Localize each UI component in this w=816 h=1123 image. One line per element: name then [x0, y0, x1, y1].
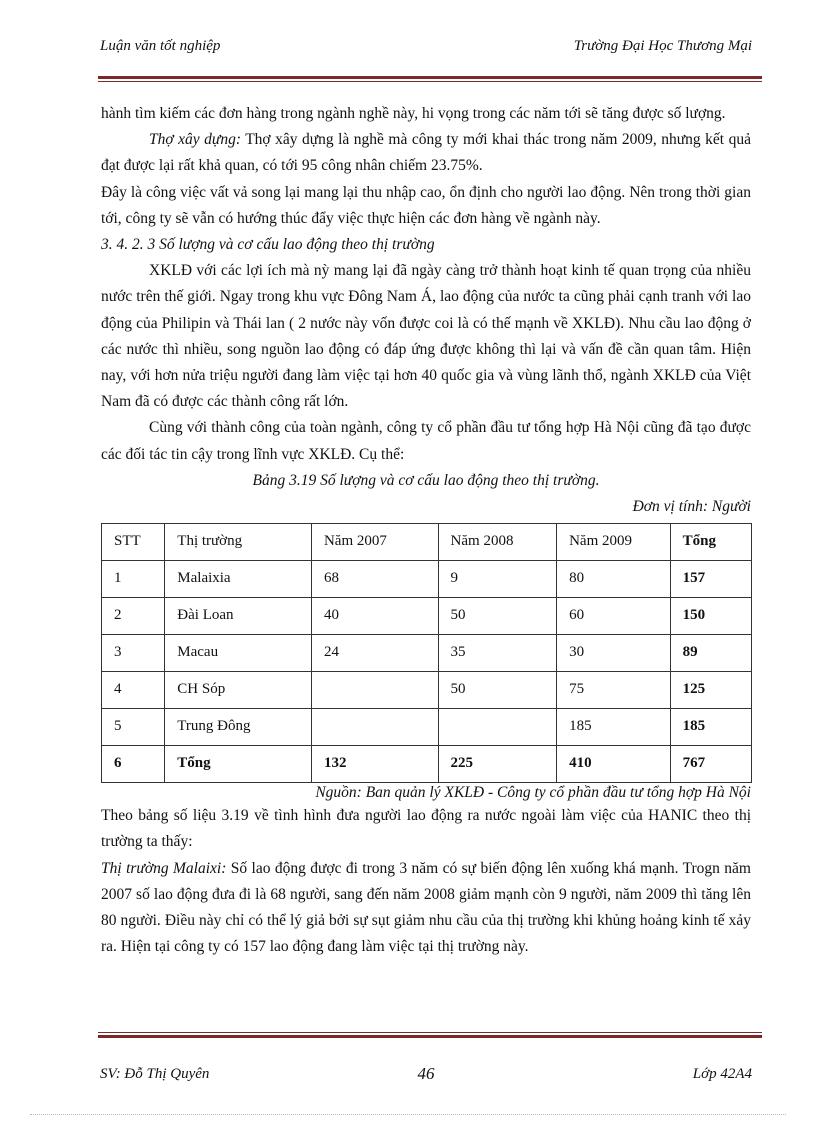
- paragraph-construction-text: Thợ xây dựng là nghề mà công ty mới khai thác trong năm 2009, nhưng kết quả đạt được lại rất khả quan, có tới 95 công nhân chiếm 23.75%.: [101, 131, 751, 175]
- section-heading: 3. 4. 2. 3 Số lượng và cơ cấu lao động theo thị trường: [101, 236, 435, 254]
- table-cell: 125: [670, 672, 751, 709]
- table-cell: 157: [670, 561, 751, 598]
- table-cell: CH Sóp: [165, 672, 312, 709]
- table-row: [102, 709, 752, 746]
- page-body: [101, 101, 751, 960]
- table-cell: 50: [438, 672, 557, 709]
- paragraph-malaysia-text: Số lao động được đi trong 3 năm có sự biến động lên xuống khá mạnh. Trogn năm 2007 số lao động đưa đi là 68 người, sang đến năm 2008 giảm mạnh còn 9 người, năm 2009 thì tăng lên 80 người. Điều này chỉ có thể lý giả bởi sự sụt giảm nhu cầu của thị trường khi khủng hoảng kinh tế xảy ra. Hiện tại công ty có 157 lao động đang làm việc tại thị trường này.: [101, 859, 751, 956]
- page-edge-divider: [30, 1114, 786, 1115]
- table-cell: Đài Loan: [165, 598, 312, 635]
- table-total-cell: 767: [670, 746, 751, 783]
- table-header-cell: STT: [102, 524, 165, 561]
- table-cell: 35: [438, 635, 557, 672]
- header-thesis-label: Luận văn tốt nghiệp: [100, 38, 221, 54]
- table-caption-text: Bảng 3.19 Số lượng và cơ cấu lao động theo thị trường.: [252, 471, 600, 489]
- table-cell: 1: [102, 561, 165, 598]
- table-cell: 150: [670, 598, 751, 635]
- footer-student: SV: Đỗ Thị Quyên: [100, 1066, 210, 1082]
- market-labor-table: [101, 523, 752, 783]
- table-cell: 4: [102, 672, 165, 709]
- paragraph-malaysia: [101, 856, 751, 961]
- footer-class: Lớp 42A4: [692, 1066, 752, 1082]
- header-divider: [98, 76, 762, 82]
- table-cell: 80: [557, 561, 671, 598]
- table-cell: 3: [102, 635, 165, 672]
- table-cell: 24: [311, 635, 438, 672]
- table-total-cell: 6: [102, 746, 165, 783]
- table-total-cell: 410: [557, 746, 671, 783]
- table-caption: [101, 468, 751, 494]
- table-cell: 40: [311, 598, 438, 635]
- table-total-cell: Tổng: [165, 746, 312, 783]
- page-footer: [100, 1066, 752, 1088]
- table-header-cell: Tổng: [670, 524, 751, 561]
- paragraph-malaysia-lead: Thị trường Malaixi:: [101, 859, 227, 877]
- table-row: [102, 598, 752, 635]
- table-source: Nguồn: Ban quản lý XKLĐ - Công ty cổ phần đầu tư tổng hợp Hà Nội: [315, 784, 751, 802]
- page-number: 46: [417, 1064, 435, 1083]
- table-row: [102, 672, 752, 709]
- table-row: [102, 635, 752, 672]
- footer-divider: [98, 1032, 762, 1038]
- table-header-row: [102, 524, 752, 561]
- table-total-cell: 132: [311, 746, 438, 783]
- paragraph-construction-lead: Thợ xây dựng:: [149, 131, 241, 149]
- paragraph-hard-work: Đây là công việc vất vả song lại mang lại thu nhập cao, ổn định cho người lao động. Nên trong thời gian tới, công ty sẽ vẫn có hướng thúc đẩy việc thực hiện các đơn hàng về ngành này.: [101, 183, 751, 227]
- page-header: [100, 38, 752, 60]
- table-cell: [438, 709, 557, 746]
- paragraph-continuation: hành tìm kiếm các đơn hàng trong ngành nghề này, hi vọng trong các năm tới sẽ tăng được số lượng.: [101, 105, 726, 122]
- table-cell: 75: [557, 672, 671, 709]
- table-cell: 9: [438, 561, 557, 598]
- table-cell: 89: [670, 635, 751, 672]
- table-cell: Trung Đông: [165, 709, 312, 746]
- paragraph-construction: [101, 127, 751, 179]
- table-cell: 2: [102, 598, 165, 635]
- table-total-row: [102, 746, 752, 783]
- table-cell: Macau: [165, 635, 312, 672]
- table-cell: 5: [102, 709, 165, 746]
- header-university: Trường Đại Học Thương Mại: [573, 38, 752, 54]
- paragraph-company: Cùng với thành công của toàn ngành, công ty cổ phần đầu tư tổng hợp Hà Nội cũng đã tạo được các đối tác tin cậy trong lĩnh vực XKLĐ. Cụ thể:: [101, 419, 751, 463]
- table-total-cell: 225: [438, 746, 557, 783]
- paragraph-xkld: XKLĐ với các lợi ích mà nỳ mang lại đã ngày càng trở thành hoạt kinh tế quan trọng của nhiều nước trên thế giới. Ngay trong khu vực Đông Nam Á, lao động của nước ta cũng phải cạnh tranh với lao động của Philipin và Thái lan ( 2 nước này vốn được coi là có thế mạnh về XKLĐ). Nhu cầu lao động ở các nước thì nhiều, song nguồn lao động có đáp ứng được không thì lại và vấn đề cần quan tâm. Hiện nay, với hơn nửa triệu người đang làm việc tại hơn 40 quốc gia và vùng lãnh thổ, ngành XKLĐ của Việt Nam đã có được các thành công rất lớn.: [101, 262, 751, 411]
- table-unit: Đơn vị tính: Người: [632, 498, 751, 516]
- table-header-cell: Thị trường: [165, 524, 312, 561]
- table-cell: 50: [438, 598, 557, 635]
- table-cell: 30: [557, 635, 671, 672]
- table-cell: 68: [311, 561, 438, 598]
- paragraph-table-analysis: Theo bảng số liệu 3.19 về tình hình đưa người lao động ra nước ngoài làm việc của HANIC theo thị trường ta thấy:: [101, 807, 751, 851]
- table-header-cell: Năm 2007: [311, 524, 438, 561]
- table-cell: [311, 709, 438, 746]
- table-header-cell: Năm 2008: [438, 524, 557, 561]
- table-cell: 185: [670, 709, 751, 746]
- table-header-cell: Năm 2009: [557, 524, 671, 561]
- table-cell: [311, 672, 438, 709]
- table-cell: 185: [557, 709, 671, 746]
- table-cell: 60: [557, 598, 671, 635]
- table-row: [102, 561, 752, 598]
- table-cell: Malaixia: [165, 561, 312, 598]
